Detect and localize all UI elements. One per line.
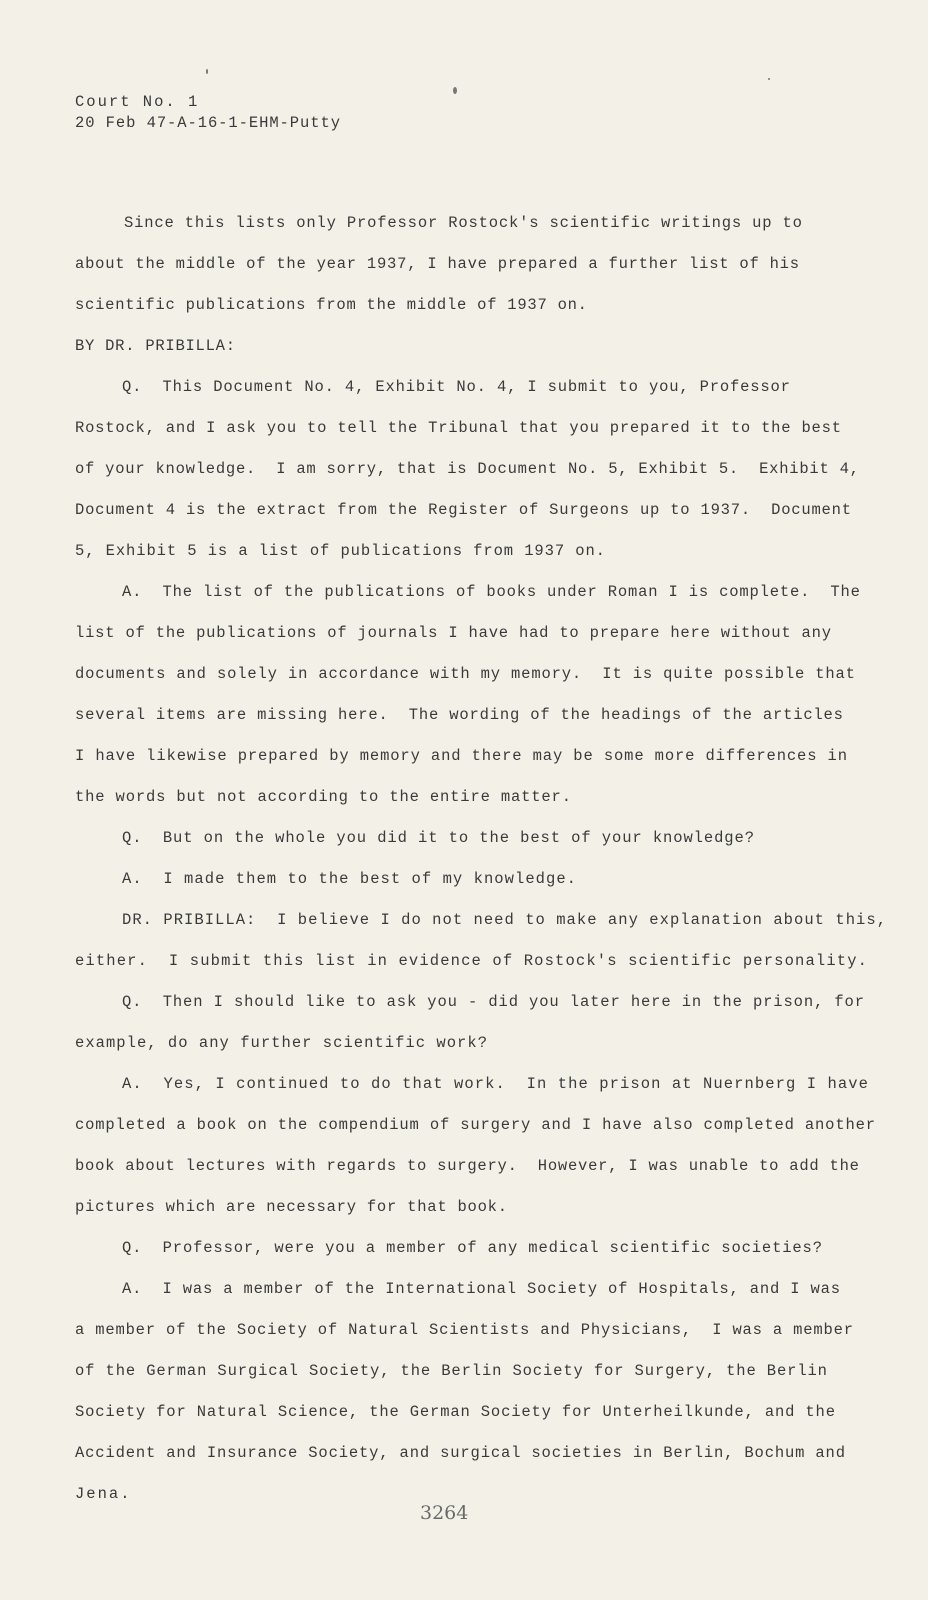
text-line: scientific publications from the middle of 1937 on. bbox=[75, 296, 588, 314]
text-line: of the German Surgical Society, the Berlin Society for Surgery, the Berlin bbox=[75, 1362, 828, 1380]
ink-speck bbox=[206, 69, 208, 74]
text-line: A. The list of the publications of books under Roman I is complete. The bbox=[122, 583, 861, 601]
text-line: Rostock, and I ask you to tell the Tribunal that you prepared it to the best bbox=[75, 419, 842, 437]
text-line: several items are missing here. The wording of the headings of the articles bbox=[75, 706, 844, 724]
ink-speck bbox=[453, 87, 457, 94]
text-line: Q. This Document No. 4, Exhibit No. 4, I submit to you, Professor bbox=[122, 378, 791, 396]
page-number: 3264 bbox=[420, 1502, 469, 1524]
text-line: list of the publications of journals I have had to prepare here without any bbox=[75, 624, 832, 642]
ink-speck bbox=[768, 78, 770, 80]
text-line: 5, Exhibit 5 is a list of publications from 1937 on. bbox=[75, 542, 606, 560]
text-line: Q. Then I should like to ask you - did you later here in the prison, for bbox=[122, 993, 865, 1011]
text-line: Jena. bbox=[75, 1485, 132, 1503]
text-line: DR. PRIBILLA: I believe I do not need to make any explanation about this, bbox=[122, 911, 888, 929]
court-number: Court No. 1 bbox=[75, 93, 200, 111]
text-line: Accident and Insurance Society, and surgical societies in Berlin, Bochum and bbox=[75, 1444, 846, 1462]
text-line: A. I made them to the best of my knowledge. bbox=[122, 870, 578, 888]
text-line: Q. Professor, were you a member of any medical scientific societies? bbox=[122, 1239, 823, 1257]
text-line: Q. But on the whole you did it to the best of your knowledge? bbox=[122, 829, 755, 847]
text-line: book about lectures with regards to surgery. However, I was unable to add the bbox=[75, 1157, 860, 1175]
text-line: A. Yes, I continued to do that work. In the prison at Nuernberg I have bbox=[122, 1075, 870, 1093]
text-line: a member of the Society of Natural Scientists and Physicians, I was a member bbox=[75, 1321, 854, 1339]
examiner-heading: BY DR. PRIBILLA: bbox=[75, 337, 236, 355]
text-line: Since this lists only Professor Rostock's scientific writings up to bbox=[124, 214, 803, 232]
text-line: I have likewise prepared by memory and there may be some more differences in bbox=[75, 747, 848, 765]
text-line: A. I was a member of the International Society of Hospitals, and I was bbox=[122, 1280, 841, 1298]
text-line: Document 4 is the extract from the Register of Surgeons up to 1937. Document bbox=[75, 501, 852, 519]
text-line: Society for Natural Science, the German Society for Unterheilkunde, and the bbox=[75, 1403, 836, 1421]
text-line: documents and solely in accordance with my memory. It is quite possible that bbox=[75, 665, 856, 683]
text-line: example, do any further scientific work? bbox=[75, 1034, 489, 1052]
text-line: either. I submit this list in evidence of Rostock's scientific personality. bbox=[75, 952, 869, 970]
text-line: the words but not according to the entire matter. bbox=[75, 788, 572, 806]
text-line: pictures which are necessary for that book. bbox=[75, 1198, 508, 1216]
transcript-reference: 20 Feb 47-A-16-1-EHM-Putty bbox=[75, 114, 341, 132]
text-line: of your knowledge. I am sorry, that is Document No. 5, Exhibit 5. Exhibit 4, bbox=[75, 460, 860, 478]
text-line: completed a book on the compendium of surgery and I have also completed another bbox=[75, 1116, 876, 1134]
text-line: about the middle of the year 1937, I have prepared a further list of his bbox=[75, 255, 800, 273]
